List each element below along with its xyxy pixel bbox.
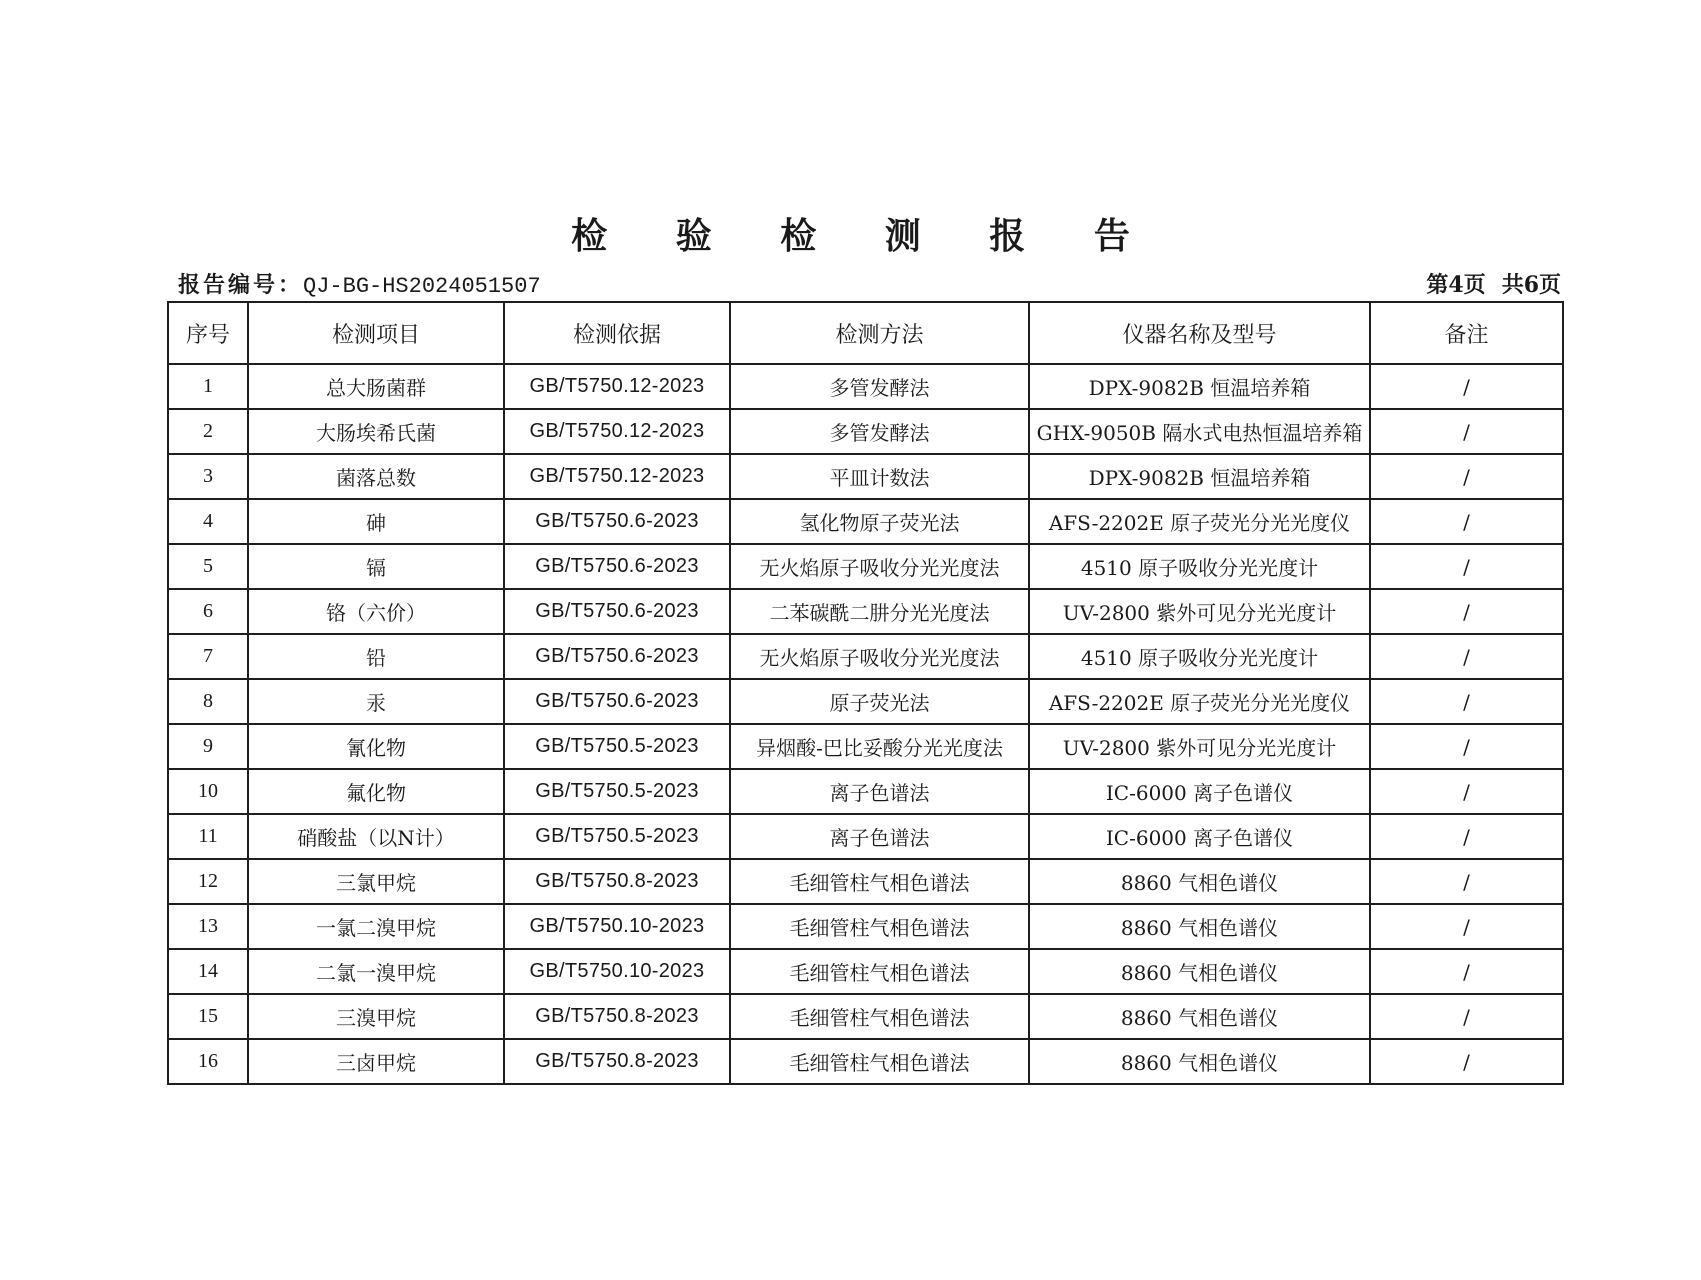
cell-method: 无火焰原子吸收分光光度法 (730, 634, 1029, 679)
cell-serial: 12 (168, 859, 248, 904)
cell-remark: / (1370, 544, 1563, 589)
cell-remark: / (1370, 364, 1563, 409)
table-row (168, 904, 1563, 949)
table-row (168, 1039, 1563, 1084)
cell-standard: GB/T5750.8-2023 (504, 994, 730, 1039)
cell-instrument: 8860 气相色谱仪 (1029, 859, 1370, 904)
cell-method: 离子色谱法 (730, 769, 1029, 814)
table-row (168, 769, 1563, 814)
cell-item: 镉 (248, 544, 504, 589)
cell-serial: 15 (168, 994, 248, 1039)
table-row (168, 859, 1563, 904)
cell-standard: GB/T5750.5-2023 (504, 769, 730, 814)
cell-standard: GB/T5750.6-2023 (504, 589, 730, 634)
cell-item: 总大肠菌群 (248, 364, 504, 409)
cell-serial: 16 (168, 1039, 248, 1084)
cell-item: 三氯甲烷 (248, 859, 504, 904)
page-total: 共6页 (1501, 272, 1561, 298)
cell-remark: / (1370, 769, 1563, 814)
cell-method: 多管发酵法 (730, 364, 1029, 409)
cell-item: 铬（六价） (248, 589, 504, 634)
header-remark: 备注 (1370, 302, 1563, 364)
cell-item: 三溴甲烷 (248, 994, 504, 1039)
cell-instrument: UV-2800 紫外可见分光光度计 (1029, 724, 1370, 769)
table-row (168, 994, 1563, 1039)
cell-remark: / (1370, 949, 1563, 994)
cell-standard: GB/T5750.6-2023 (504, 544, 730, 589)
cell-method: 毛细管柱气相色谱法 (730, 859, 1029, 904)
cell-instrument: GHX-9050B 隔水式电热恒温培养箱 (1029, 409, 1370, 454)
cell-instrument: AFS-2202E 原子荧光分光光度仪 (1029, 679, 1370, 724)
header-method: 检测方法 (730, 302, 1029, 364)
table-row (168, 409, 1563, 454)
cell-item: 二氯一溴甲烷 (248, 949, 504, 994)
cell-method: 氢化物原子荧光法 (730, 499, 1029, 544)
cell-remark: / (1370, 679, 1563, 724)
table-row (168, 544, 1563, 589)
cell-standard: GB/T5750.12-2023 (504, 454, 730, 499)
cell-instrument: 8860 气相色谱仪 (1029, 994, 1370, 1039)
cell-standard: GB/T5750.8-2023 (504, 859, 730, 904)
cell-item: 氟化物 (248, 769, 504, 814)
cell-remark: / (1370, 814, 1563, 859)
report-number (178, 270, 541, 302)
cell-serial: 13 (168, 904, 248, 949)
cell-standard: GB/T5750.12-2023 (504, 364, 730, 409)
cell-item: 菌落总数 (248, 454, 504, 499)
cell-instrument: DPX-9082B 恒温培养箱 (1029, 364, 1370, 409)
cell-standard: GB/T5750.12-2023 (504, 409, 730, 454)
report-number-label: 报告编号： (178, 272, 304, 298)
cell-serial: 9 (168, 724, 248, 769)
table-row (168, 364, 1563, 409)
table-header-row (168, 302, 1563, 364)
cell-method: 异烟酸-巴比妥酸分光光度法 (730, 724, 1029, 769)
cell-method: 多管发酵法 (730, 409, 1029, 454)
page-info (1426, 270, 1561, 300)
cell-remark: / (1370, 994, 1563, 1039)
cell-standard: GB/T5750.5-2023 (504, 724, 730, 769)
cell-standard: GB/T5750.6-2023 (504, 499, 730, 544)
table-row (168, 949, 1563, 994)
header-item: 检测项目 (248, 302, 504, 364)
cell-instrument: AFS-2202E 原子荧光分光光度仪 (1029, 499, 1370, 544)
table-row (168, 499, 1563, 544)
cell-instrument: 4510 原子吸收分光光度计 (1029, 634, 1370, 679)
cell-item: 砷 (248, 499, 504, 544)
cell-method: 平皿计数法 (730, 454, 1029, 499)
cell-instrument: DPX-9082B 恒温培养箱 (1029, 454, 1370, 499)
cell-method: 离子色谱法 (730, 814, 1029, 859)
cell-serial: 5 (168, 544, 248, 589)
cell-item: 硝酸盐（以N计） (248, 814, 504, 859)
cell-instrument: 8860 气相色谱仪 (1029, 904, 1370, 949)
cell-instrument: IC-6000 离子色谱仪 (1029, 814, 1370, 859)
cell-remark: / (1370, 1039, 1563, 1084)
cell-item: 氰化物 (248, 724, 504, 769)
cell-serial: 10 (168, 769, 248, 814)
cell-instrument: 8860 气相色谱仪 (1029, 1039, 1370, 1084)
cell-serial: 4 (168, 499, 248, 544)
cell-remark: / (1370, 454, 1563, 499)
header-serial: 序号 (168, 302, 248, 364)
header-standard: 检测依据 (504, 302, 730, 364)
table-row (168, 589, 1563, 634)
page-title: 检 验 检 测 报 告 (571, 215, 1158, 257)
cell-serial: 11 (168, 814, 248, 859)
table-body (168, 364, 1563, 1084)
cell-serial: 8 (168, 679, 248, 724)
cell-standard: GB/T5750.6-2023 (504, 679, 730, 724)
cell-standard: GB/T5750.5-2023 (504, 814, 730, 859)
table-row (168, 634, 1563, 679)
cell-instrument: UV-2800 紫外可见分光光度计 (1029, 589, 1370, 634)
cell-standard: GB/T5750.10-2023 (504, 949, 730, 994)
cell-item: 三卤甲烷 (248, 1039, 504, 1084)
cell-serial: 7 (168, 634, 248, 679)
table-row (168, 454, 1563, 499)
cell-method: 毛细管柱气相色谱法 (730, 1039, 1029, 1084)
header-instrument: 仪器名称及型号 (1029, 302, 1370, 364)
cell-method: 毛细管柱气相色谱法 (730, 904, 1029, 949)
inspection-table (167, 301, 1564, 1085)
cell-remark: / (1370, 409, 1563, 454)
cell-item: 一氯二溴甲烷 (248, 904, 504, 949)
cell-method: 毛细管柱气相色谱法 (730, 994, 1029, 1039)
cell-remark: / (1370, 589, 1563, 634)
cell-method: 毛细管柱气相色谱法 (730, 949, 1029, 994)
cell-serial: 6 (168, 589, 248, 634)
cell-serial: 1 (168, 364, 248, 409)
cell-method: 原子荧光法 (730, 679, 1029, 724)
cell-standard: GB/T5750.10-2023 (504, 904, 730, 949)
cell-standard: GB/T5750.8-2023 (504, 1039, 730, 1084)
table-row (168, 724, 1563, 769)
cell-instrument: IC-6000 离子色谱仪 (1029, 769, 1370, 814)
cell-remark: / (1370, 904, 1563, 949)
cell-item: 铅 (248, 634, 504, 679)
cell-item: 大肠埃希氏菌 (248, 409, 504, 454)
cell-method: 无火焰原子吸收分光光度法 (730, 544, 1029, 589)
cell-remark: / (1370, 499, 1563, 544)
cell-standard: GB/T5750.6-2023 (504, 634, 730, 679)
table-row (168, 814, 1563, 859)
cell-item: 汞 (248, 679, 504, 724)
table-row (168, 679, 1563, 724)
cell-serial: 3 (168, 454, 248, 499)
cell-remark: / (1370, 634, 1563, 679)
page-current: 第4页 (1426, 272, 1486, 298)
cell-remark: / (1370, 859, 1563, 904)
cell-remark: / (1370, 724, 1563, 769)
cell-serial: 2 (168, 409, 248, 454)
cell-instrument: 4510 原子吸收分光光度计 (1029, 544, 1370, 589)
cell-serial: 14 (168, 949, 248, 994)
report-number-value: QJ-BG-HS2024051507 (303, 274, 541, 299)
cell-method: 二苯碳酰二肼分光光度法 (730, 589, 1029, 634)
cell-instrument: 8860 气相色谱仪 (1029, 949, 1370, 994)
